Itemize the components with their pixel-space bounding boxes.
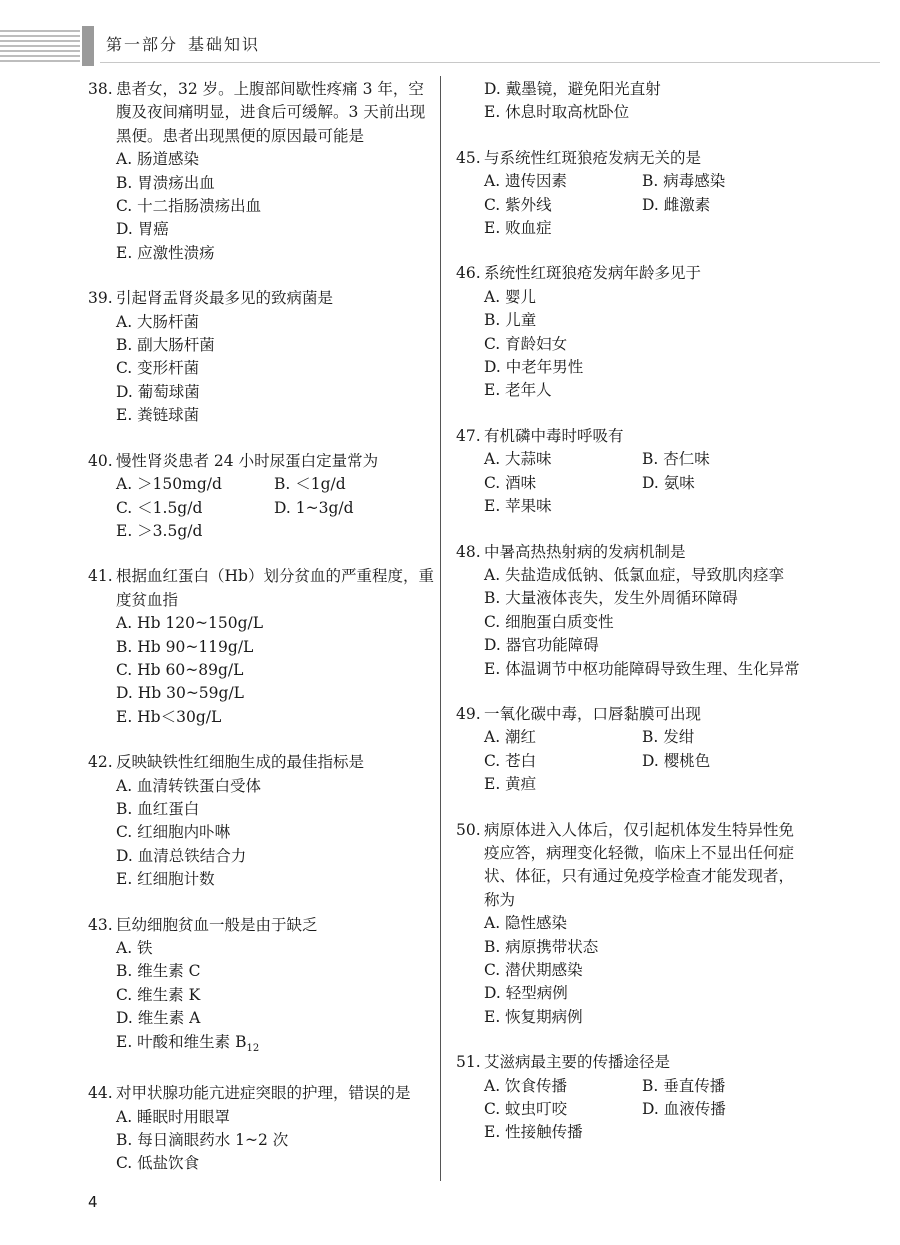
option: E. 败血症 bbox=[484, 219, 552, 238]
question bbox=[456, 703, 801, 797]
option: E. Hb＜30g/L bbox=[116, 707, 222, 726]
question bbox=[88, 287, 434, 427]
option: B. 垂直传播 bbox=[642, 1076, 726, 1095]
option: B. 副大肠杆菌 bbox=[116, 336, 215, 355]
option: D. 血液传播 bbox=[642, 1100, 726, 1119]
question-text: 中暑高热热射病的发病机制是 bbox=[484, 542, 686, 561]
question bbox=[88, 1082, 434, 1176]
option: B. 病原携带状态 bbox=[484, 937, 599, 956]
option: A. 饮食传播 bbox=[484, 1076, 568, 1095]
option-text: E. 叶酸和维生素 B bbox=[116, 1032, 247, 1051]
question bbox=[456, 147, 801, 241]
option: C. ＜1.5g/d bbox=[116, 498, 203, 517]
option: A. 血清转铁蛋白受体 bbox=[116, 776, 262, 795]
option: E. 恢复期病例 bbox=[484, 1007, 583, 1026]
option: B. 大量液体丧失，发生外周循环障碍 bbox=[484, 589, 738, 608]
option: C. 维生素 K bbox=[116, 985, 201, 1004]
option: C. 红细胞内卟啉 bbox=[116, 823, 231, 842]
question-text: 慢性肾炎患者 24 小时尿蛋白定量常为 bbox=[116, 451, 379, 470]
question-number: 50. bbox=[456, 820, 481, 839]
option: C. 潜伏期感染 bbox=[484, 961, 583, 979]
question-text: 一氧化碳中毒，口唇黏膜可出现 bbox=[484, 704, 702, 723]
question-number: 39. bbox=[88, 289, 113, 308]
question-number: 44. bbox=[88, 1084, 113, 1103]
part-label: 第一部分 bbox=[106, 35, 179, 54]
question-text: 有机磷中毒时呼吸有 bbox=[484, 426, 624, 445]
question-number: 42. bbox=[88, 753, 113, 772]
option: E. 苹果味 bbox=[484, 497, 552, 516]
option: B. 胃溃疡出血 bbox=[116, 173, 215, 192]
question-text: 与系统性红斑狼疮发病无关的是 bbox=[484, 148, 702, 167]
option: B. ＜1g/d bbox=[274, 475, 346, 494]
option bbox=[116, 1031, 434, 1061]
option: A. 隐性感染 bbox=[484, 914, 568, 933]
option: A. 失盐造成低钠、低氯血症，导致肌肉痉挛 bbox=[484, 565, 785, 584]
page-number: 4 bbox=[88, 1193, 98, 1211]
question-text: 艾滋病最主要的传播途径是 bbox=[484, 1053, 671, 1072]
option: A. 铁 bbox=[116, 939, 153, 957]
question-number: 41. bbox=[88, 567, 113, 586]
part-title: 基础知识 bbox=[188, 35, 261, 54]
question bbox=[88, 751, 434, 891]
option: D. 中老年男性 bbox=[484, 358, 584, 377]
option: C. 育龄妇女 bbox=[484, 334, 568, 353]
question bbox=[88, 914, 434, 1061]
question-text: 巨幼细胞贫血一般是由于缺乏 bbox=[116, 915, 318, 934]
left-column bbox=[88, 78, 434, 1198]
header-stripes bbox=[0, 30, 80, 64]
question-number: 43. bbox=[88, 915, 113, 934]
question-text: 引起肾盂肾炎最多见的致病菌是 bbox=[116, 289, 334, 308]
option: B. 维生素 C bbox=[116, 962, 201, 981]
option: C. 苍白 bbox=[484, 751, 537, 770]
option: E. 体温调节中枢功能障碍导致生理、生化异常 bbox=[484, 659, 800, 678]
option: A. ＞150mg/d bbox=[116, 475, 222, 494]
question-number: 47. bbox=[456, 426, 481, 445]
option: D. 1~3g/d bbox=[274, 498, 354, 517]
header-bar bbox=[82, 26, 94, 66]
question-number: 51. bbox=[456, 1053, 481, 1072]
option: A. 潮红 bbox=[484, 728, 537, 747]
option: E. 性接触传播 bbox=[484, 1123, 583, 1142]
subscript: 12 bbox=[246, 1042, 260, 1054]
option: D. 戴墨镜，避免阳光直射 bbox=[484, 80, 661, 98]
option: E. ＞3.5g/d bbox=[116, 521, 203, 540]
right-column bbox=[456, 78, 801, 1167]
question-text: 系统性红斑狼疮发病年龄多见于 bbox=[484, 264, 702, 283]
option: B. Hb 90~119g/L bbox=[116, 637, 254, 656]
option: D. 血清总铁结合力 bbox=[116, 846, 247, 865]
option: C. 细胞蛋白质变性 bbox=[484, 612, 614, 631]
option: E. 黄疸 bbox=[484, 775, 537, 794]
question-number: 49. bbox=[456, 704, 481, 723]
question bbox=[456, 541, 801, 681]
question-text: 对甲状腺功能亢进症突眼的护理，错误的是 bbox=[116, 1084, 411, 1103]
option: E. 粪链球菌 bbox=[116, 406, 200, 425]
option: A. 大蒜味 bbox=[484, 450, 552, 469]
question bbox=[88, 78, 434, 265]
column-divider bbox=[440, 76, 441, 1181]
question-number: 38. bbox=[88, 80, 113, 98]
question-number: 46. bbox=[456, 264, 481, 283]
option: B. 杏仁味 bbox=[642, 450, 710, 469]
question-text: 根据血红蛋白（Hb）划分贫血的严重程度，重度贫血指 bbox=[116, 567, 434, 609]
option: D. 轻型病例 bbox=[484, 984, 568, 1003]
option: C. 十二指肠溃疡出血 bbox=[116, 197, 262, 216]
option: D. 氨味 bbox=[642, 473, 695, 492]
option: A. 睡眠时用眼罩 bbox=[116, 1107, 231, 1126]
option: C. 蚊虫叮咬 bbox=[484, 1100, 568, 1119]
option: A. 肠道感染 bbox=[116, 150, 200, 169]
question-text: 患者女，32 岁。上腹部间歇性疼痛 3 年，空腹及夜间痛明显，进食后可缓解。3 天前出现黑便。患者出现黑便的原因最可能是 bbox=[116, 80, 426, 145]
question bbox=[456, 262, 801, 402]
page-header bbox=[0, 22, 900, 68]
question bbox=[88, 565, 434, 729]
option: D. Hb 30~59g/L bbox=[116, 684, 244, 703]
option: C. 酒味 bbox=[484, 473, 537, 492]
question-text: 反映缺铁性红细胞生成的最佳指标是 bbox=[116, 753, 365, 772]
option: E. 老年人 bbox=[484, 381, 552, 400]
question bbox=[456, 819, 801, 1030]
option: B. 发绀 bbox=[642, 728, 695, 747]
section-title bbox=[106, 32, 260, 55]
question bbox=[456, 425, 801, 519]
option: D. 雌激素 bbox=[642, 195, 711, 214]
question-continuation bbox=[456, 78, 801, 125]
option: E. 应激性溃疡 bbox=[116, 243, 215, 262]
header-rule bbox=[100, 62, 880, 63]
question-number: 40. bbox=[88, 451, 113, 470]
question-number: 45. bbox=[456, 148, 481, 167]
question-number: 48. bbox=[456, 542, 481, 561]
option: D. 樱桃色 bbox=[642, 751, 711, 770]
option: B. 儿童 bbox=[484, 311, 537, 330]
option: B. 病毒感染 bbox=[642, 172, 726, 191]
option: B. 每日滴眼药水 1~2 次 bbox=[116, 1130, 289, 1149]
question bbox=[456, 1051, 801, 1145]
option: C. 低盐饮食 bbox=[116, 1154, 200, 1173]
option: A. 遗传因素 bbox=[484, 172, 568, 191]
question-text: 病原体进入人体后，仅引起机体发生特异性免疫应答，病理变化轻微，临床上不显出任何症状、体征，只有通过免疫学检查才能发现者，称为 bbox=[484, 820, 795, 909]
question bbox=[88, 450, 434, 544]
option: D. 葡萄球菌 bbox=[116, 382, 200, 401]
option: E. 红细胞计数 bbox=[116, 870, 215, 889]
option: A. Hb 120~150g/L bbox=[116, 614, 264, 633]
option: B. 血红蛋白 bbox=[116, 799, 200, 818]
option: C. Hb 60~89g/L bbox=[116, 660, 244, 679]
option: D. 器官功能障碍 bbox=[484, 636, 599, 655]
option: A. 大肠杆菌 bbox=[116, 312, 200, 331]
option: C. 紫外线 bbox=[484, 195, 552, 214]
option: C. 变形杆菌 bbox=[116, 359, 200, 378]
option: D. 维生素 A bbox=[116, 1009, 201, 1028]
option: A. 婴儿 bbox=[484, 287, 537, 306]
option: E. 休息时取高枕卧位 bbox=[484, 103, 630, 122]
option: D. 胃癌 bbox=[116, 220, 169, 239]
